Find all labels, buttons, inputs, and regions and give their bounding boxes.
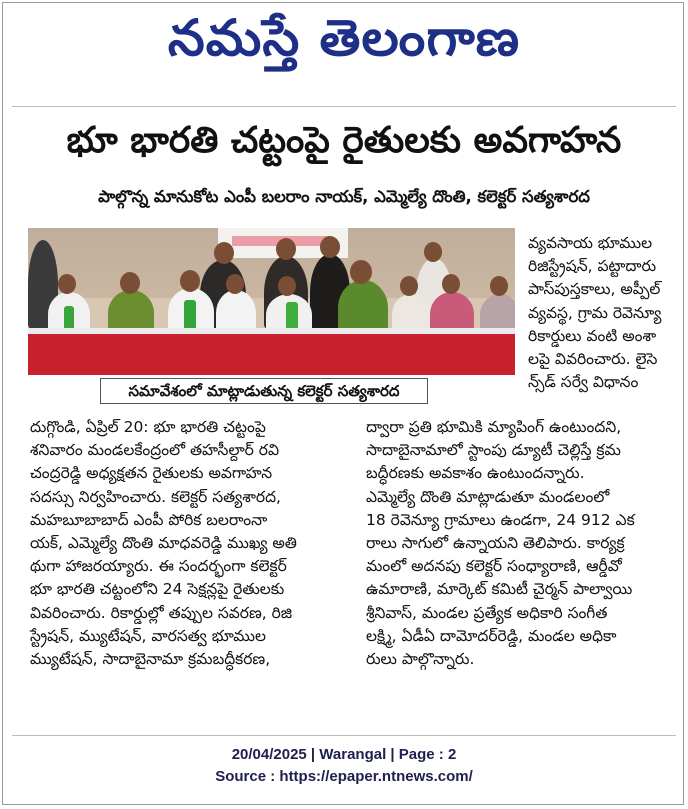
article-text-line: స్ట్రేషన్, మ్యుటేషన్, వారసత్వ భూముల xyxy=(30,626,266,645)
article-text-line: సదస్సు నిర్వహించారు. కలెక్టర్ సత్యశారద, xyxy=(30,487,281,506)
article-text-line: యక్, ఎమ్మెల్యే దొంతి మాధవరెడ్డి ముఖ్య అతి xyxy=(30,534,297,553)
article-text-line: మహబూబాబాద్ ఎంపీ పోరిక బలరాంనా xyxy=(30,510,268,529)
newspaper-masthead: నమస్తే తెలంగాణ xyxy=(167,9,521,67)
article-text-line: మంలో అదనపు కలెక్టర్ సంధ్యారాణి, ఆర్డీవో xyxy=(366,557,622,576)
article-text-line: బద్ధీరణకు అవకాశం ఉంటుందన్నారు. xyxy=(366,464,585,483)
article-text-line: రికార్డులు వంటి అంశా xyxy=(528,326,657,345)
article-text-line: 18 రెవెన్యూ గ్రామాలు ఉండగా, 24 912 ఎక xyxy=(366,510,635,529)
article-text-line: థుగా హాజరయ్యారు. ఈ సందర్భంగా కలెక్టర్ xyxy=(30,557,287,576)
article-text-line: ఉమారాణి, మార్కెట్ కమిటీ చైర్మన్ పాల్వాయి xyxy=(366,580,633,599)
article-text-line: లక్ష్మి, ఏడీఏ దామోదర్‌రెడ్డి, మండల అధికా xyxy=(366,626,617,645)
footer-source: Source : https://epaper.ntnews.com/ xyxy=(215,768,473,785)
article-text-line: లపై వివరించారు. లైసె xyxy=(528,350,658,369)
article-text-line: ద్వారా ప్రతి భూమికి మ్యాపింగ్ ఉంటుందని, xyxy=(366,418,622,436)
article-text-line: వ్యవసాయ భూముల xyxy=(528,234,653,252)
footer-divider xyxy=(12,735,676,736)
article-text-line: భూ భారతి చట్టంలోని 24 సెక్షన్లపై రైతులకు xyxy=(30,580,285,599)
article-text-line: వ్యవస్థ, గ్రామ రెవెన్యూ xyxy=(528,303,662,322)
article-text-line: న్స్‌డ్ సర్వే విధానం xyxy=(528,373,639,392)
article-text-line: ఎమ్మెల్యే దొంతి మాట్లాడుతూ మండలంలో xyxy=(366,487,610,506)
article-text-line: రులు పాల్గొన్నారు. xyxy=(366,650,475,669)
article-text-line: పాస్‌పుస్తకాలు, అప్పీల్ xyxy=(528,280,661,299)
masthead-divider xyxy=(12,106,676,107)
article-column-left xyxy=(30,416,346,671)
article-column-right-bottom xyxy=(366,416,672,671)
article-text-line: రిజిస్ట్రేషన్, పట్టాదారు xyxy=(528,257,657,276)
article-photo xyxy=(28,228,515,375)
article-subhead: పాల్గొన్న మానుకోట ఎంపీ బలరాం నాయక్, ఎమ్మెల్యే దొంతి, కలెక్టర్ సత్యశారద xyxy=(98,187,590,206)
article-column-right-top xyxy=(528,232,676,394)
article-text-line: వివరించారు. రికార్డుల్లో తప్పుల సవరణ, రిజి xyxy=(30,603,293,622)
article-text-line: శ్రీనివాస్, మండల ప్రత్యేక అధికారి సంగీత xyxy=(366,603,608,622)
article-headline: భూ భారతి చట్టంపై రైతులకు అవగాహన xyxy=(66,120,622,161)
article-text-line: శనివారం మండలకేంద్రంలో తహసీల్దార్ రవి xyxy=(30,441,280,460)
article-text-line: మ్యుటేషన్, సాదాబైనామా క్రమబద్ధీకరణ, xyxy=(30,650,271,669)
photo-caption: సమావేశంలో మాట్లాడుతున్న కలెక్టర్ సత్యశారద xyxy=(100,378,428,404)
article-text-line: చంద్రరెడ్డి అధ్యక్షతన రైతులకు అవగాహన xyxy=(30,464,273,483)
article-text-line: దుగ్గొండి, ఏప్రిల్ 20: భూ భారతి చట్టంపై xyxy=(30,418,266,436)
article-text-line: రాలు సాగులో ఉన్నాయని తెలిపారు. కార్యక్ర xyxy=(366,534,625,553)
footer-dateline: 20/04/2025 | Warangal | Page : 2 xyxy=(231,746,457,763)
article-text-line: సాదాబైనామాలో స్టాంపు డ్యూటీ చెల్లిస్తే క్రమ xyxy=(366,441,621,460)
